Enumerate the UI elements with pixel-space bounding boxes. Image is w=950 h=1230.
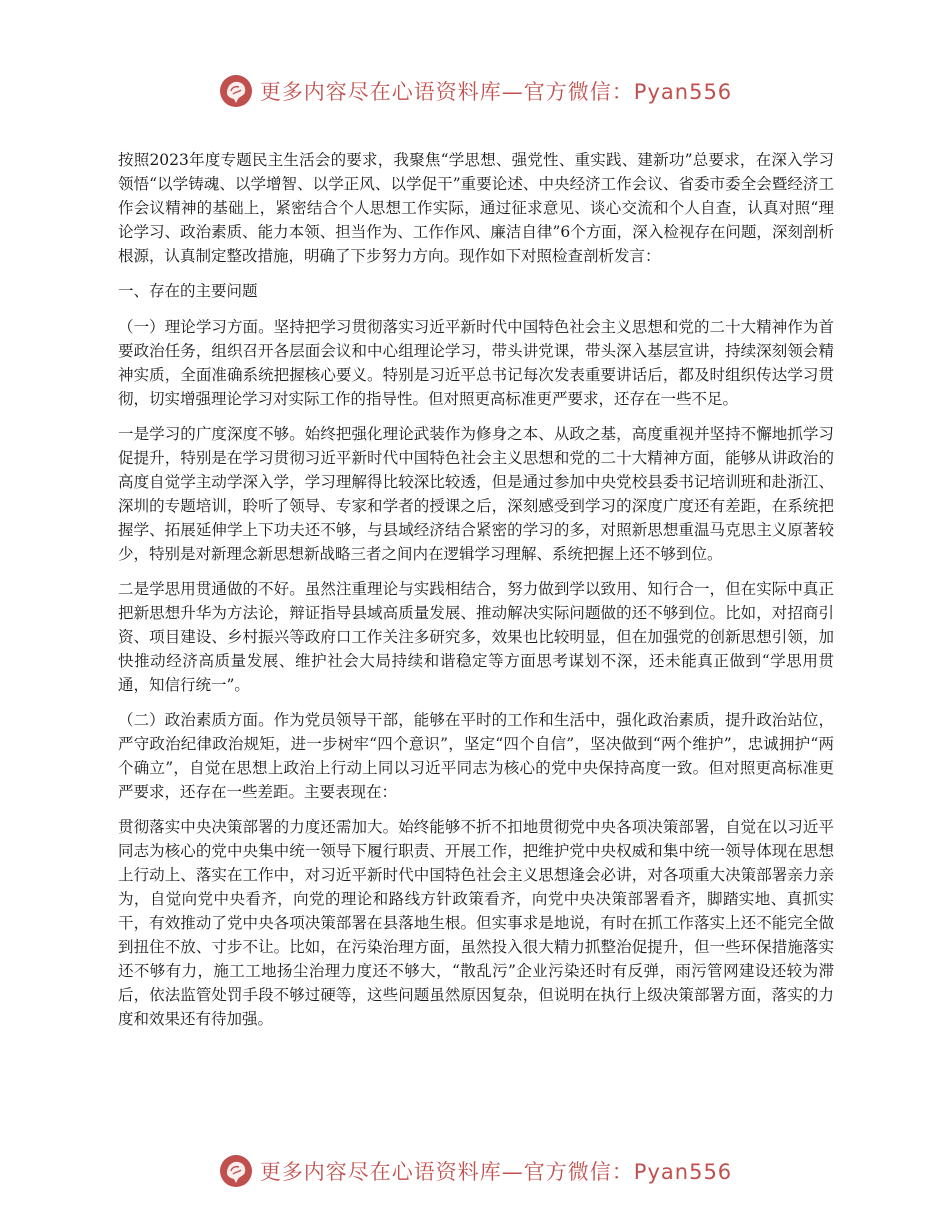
intro-paragraph: 按照2023年度专题民主生活会的要求，我聚焦“学思想、强党性、重实践、建新功”总要求，在深入学习领悟“以学铸魂、以学增智、以学正风、以学促干”重要论述、中央经济工作会议、省委市委全会暨经济工作会议精神的基础上，紧密结合个人思想工作实际，通过征求意见、谈心交流和个人自查，认真对照“理论学习、政治素质、能力本领、担当作为、工作作风、廉洁自律”6个方面，深入检视存在问题，深刻剖析根源，认真制定整改措施，明确了下步努力方向。现作如下对照检查剖析发言： <box>118 151 834 265</box>
body-paragraph: 贯彻落实中央决策部署的力度还需加大。始终能够不折不扣地贯彻党中央各项决策部署，自觉在以习近平同志为核心的党中央集中统一领导下履行职责、开展工作，把维护党中央权威和集中统一领导体现在思想上行动上、落实在工作中，对习近平新时代中国特色社会主义思想逢会必讲，对各项重大决策部署亲力亲为，自觉向党中央看齐，向党的理论和路线方针政策看齐，向党中央决策部署看齐，脚踏实地、真抓实干，有效推动了党中央各项决策部署在县落地生根。但实事求是地说，有时在抓工作落实上还不能完全做到扭住不放、寸步不让。比如，在污染治理方面，虽然投入很大精力抓整治促提升，但一些环保措施落实还不够有力，施工工地扬尘治理力度还不够大，“散乱污”企业污染还时有反弹，雨污管网建设还较为滞后，依法监管处罚手段不够过硬等，这些问题虽然原因复杂，但说明在执行上级决策部署方面，落实的力度和效果还有待加强。 <box>118 818 834 1028</box>
document-body <box>118 148 834 1042</box>
body-paragraph: 二是学思用贯通做的不好。虽然注重理论与实践相结合，努力做到学以致用、知行合一，但在实际中真正把新思想升华为方法论，辩证指导县域高质量发展、推动解决实际问题做的还不够到位。比如，对招商引资、项目建设、乡村振兴等政府口工作关注多研究多，效果也比较明显，但在加强党的创新思想引领，加快推动经济高质量发展、维护社会大局持续和谐稳定等方面思考谋划不深，还未能真正做到“学思用贯通，知信行统一”。 <box>118 580 834 694</box>
watermark-banner-bottom <box>0 1146 950 1196</box>
brain-logo-icon <box>218 1153 254 1189</box>
brain-logo-icon <box>218 73 254 109</box>
section-heading: 一、存在的主要问题 <box>118 282 258 300</box>
body-paragraph: （二）政治素质方面。作为党员领导干部，能够在平时的工作和生活中，强化政治素质，提升政治站位，严守政治纪律政治规矩，进一步树牢“四个意识”，坚定“四个自信”，坚决做到“两个维护”，忠诚拥护“两个确立”，自觉在思想上政治上行动上同以习近平同志为核心的党中央保持高度一致。但对照更高标准更严要求，还存在一些差距。主要表现在： <box>118 711 834 801</box>
body-paragraph: 一是学习的广度深度不够。始终把强化理论武装作为修身之本、从政之基，高度重视并坚持不懈地抓学习促提升，特别是在学习贯彻习近平新时代中国特色社会主义思想和党的二十大精神方面，能够从讲政治的高度自觉学主动学深入学，学习理解得比较深比较透，但是通过参加中央党校县委书记培训班和赴浙江、深圳的专题培训，聆听了领导、专家和学者的授课之后，深刻感受到学习的深度广度还有差距，在系统把握学、拓展延伸学上下功夫还不够，与县域经济结合紧密的学习的多，对照新思想重温马克思主义原著较少，特别是对新理念新思想新战略三者之间内在逻辑学习理解、系统把握上还不够到位。 <box>118 425 834 563</box>
watermark-banner-top <box>0 66 950 116</box>
watermark-text: 更多内容尽在心语资料库—官方微信：Pyan556 <box>259 80 733 104</box>
body-paragraph: （一）理论学习方面。坚持把学习贯彻落实习近平新时代中国特色社会主义思想和党的二十大精神作为首要政治任务，组织召开各层面会议和中心组理论学习，带头讲党课，带头深入基层宣讲，持续深刻领会精神实质，全面准确系统把握核心要义。特别是习近平总书记每次发表重要讲话后，都及时组织传达学习贯彻，切实增强理论学习对实际工作的指导性。但对照更高标准更严要求，还存在一些不足。 <box>118 318 834 408</box>
watermark-text: 更多内容尽在心语资料库—官方微信：Pyan556 <box>259 1160 733 1184</box>
